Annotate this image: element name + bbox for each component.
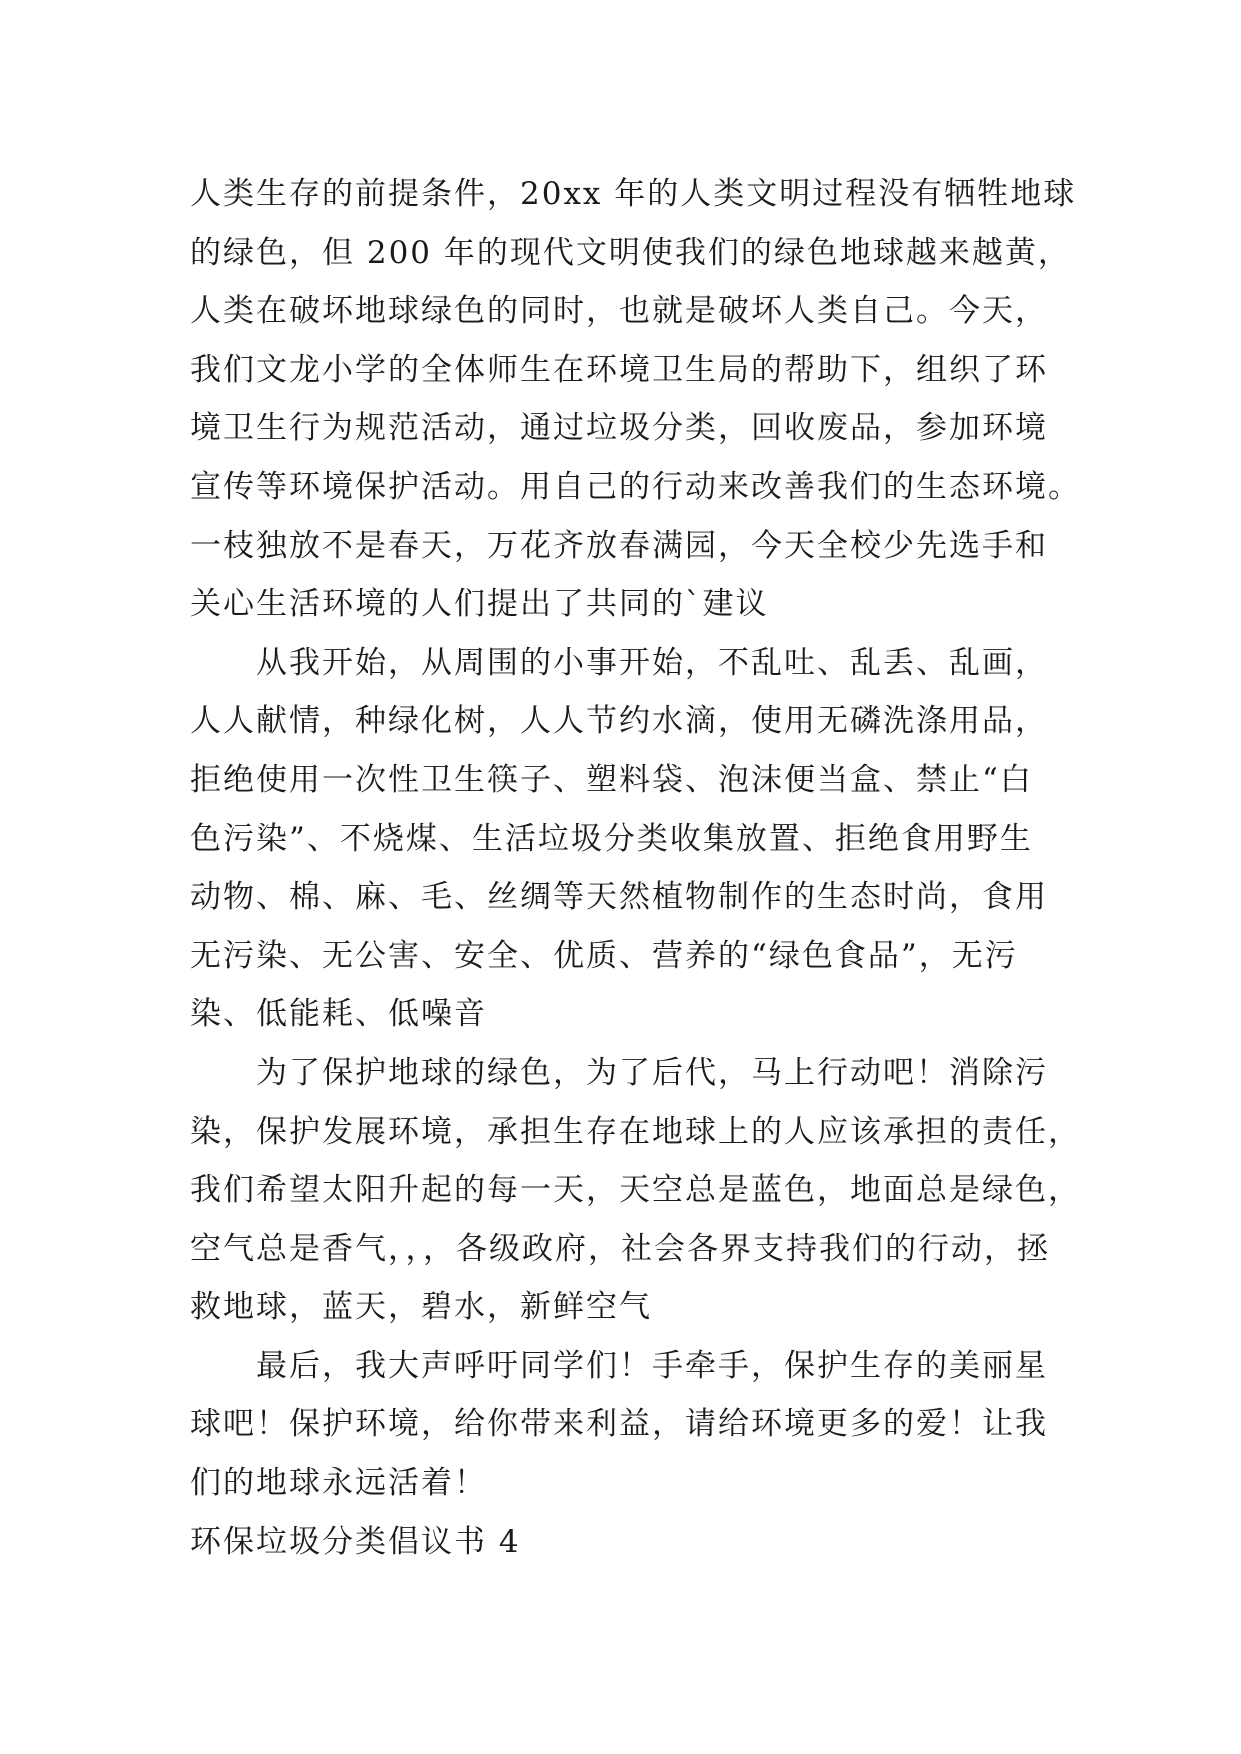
section-heading: 环保垃圾分类倡议书 4 (190, 1523, 521, 1560)
paragraph-1 (190, 165, 1081, 634)
paragraph-line: 的绿色，但 200 年的现代文明使我们的绿色地球越来越黄， (190, 234, 1071, 271)
paragraph-line: 境卫生行为规范活动，通过垃圾分类，回收废品，参加环境 (190, 410, 1048, 447)
paragraph-line: 我们希望太阳升起的每一天，天空总是蓝色，地面总是绿色， (190, 1172, 1081, 1209)
paragraph-line: 宣传等环境保护活动。用自己的行动来改善我们的生态环境。 (190, 468, 1081, 505)
paragraph-line: 人人献情，种绿化树，人人节约水滴，使用无磷洗涤用品， (190, 703, 1048, 740)
paragraph-line: 从我开始，从周围的小事开始，不乱吐、乱丢、乱画， (256, 644, 1048, 681)
paragraph-line: 染、低能耗、低噪音 (190, 996, 487, 1033)
paragraph-line: 我们文龙小学的全体师生在环境卫生局的帮助下，组织了环 (190, 351, 1048, 388)
paragraph-4 (190, 1337, 1070, 1513)
paragraph-line: 们的地球永远活着！ (190, 1465, 487, 1502)
paragraph-line: 拒绝使用一次性卫生筷子、塑料袋、泡沫便当盒、禁止“白 (190, 761, 1033, 798)
paragraph-line: 无污染、无公害、安全、优质、营养的“绿色食品”，无污 (190, 937, 1018, 974)
paragraph-line: 人类生存的前提条件，20xx 年的人类文明过程没有牺牲地球 (190, 176, 1077, 212)
paragraph-line: 人类在破坏地球绿色的同时，也就是破坏人类自己。今天， (190, 293, 1048, 330)
paragraph-2 (190, 634, 1070, 1044)
paragraph-line: 空气总是香气，，，各级政府，社会各界支持我们的行动，拯 (190, 1230, 1050, 1267)
paragraph-line: 球吧！保护环境，给你带来利益，请给环境更多的爱！让我 (190, 1406, 1048, 1443)
paragraph-line: 为了保护地球的绿色，为了后代，马上行动吧！消除污 (256, 1054, 1048, 1091)
paragraph-line: 色污染”、不烧煤、生活垃圾分类收集放置、拒绝食用野生 (190, 820, 1033, 857)
document-body (190, 165, 1081, 1571)
paragraph-3 (190, 1044, 1081, 1337)
paragraph-line: 关心生活环境的人们提出了共同的`建议 (190, 586, 769, 623)
paragraph-line: 染，保护发展环境，承担生存在地球上的人应该承担的责任， (190, 1113, 1081, 1150)
paragraph-line: 救地球，蓝天，碧水，新鲜空气 (190, 1289, 652, 1326)
paragraph-line: 动物、棉、麻、毛、丝绸等天然植物制作的生态时尚，食用 (190, 879, 1048, 916)
paragraph-line: 一枝独放不是春天，万花齐放春满园，今天全校少先选手和 (190, 527, 1048, 564)
paragraph-line: 最后，我大声呼吁同学们！手牵手，保护生存的美丽星 (256, 1347, 1048, 1384)
